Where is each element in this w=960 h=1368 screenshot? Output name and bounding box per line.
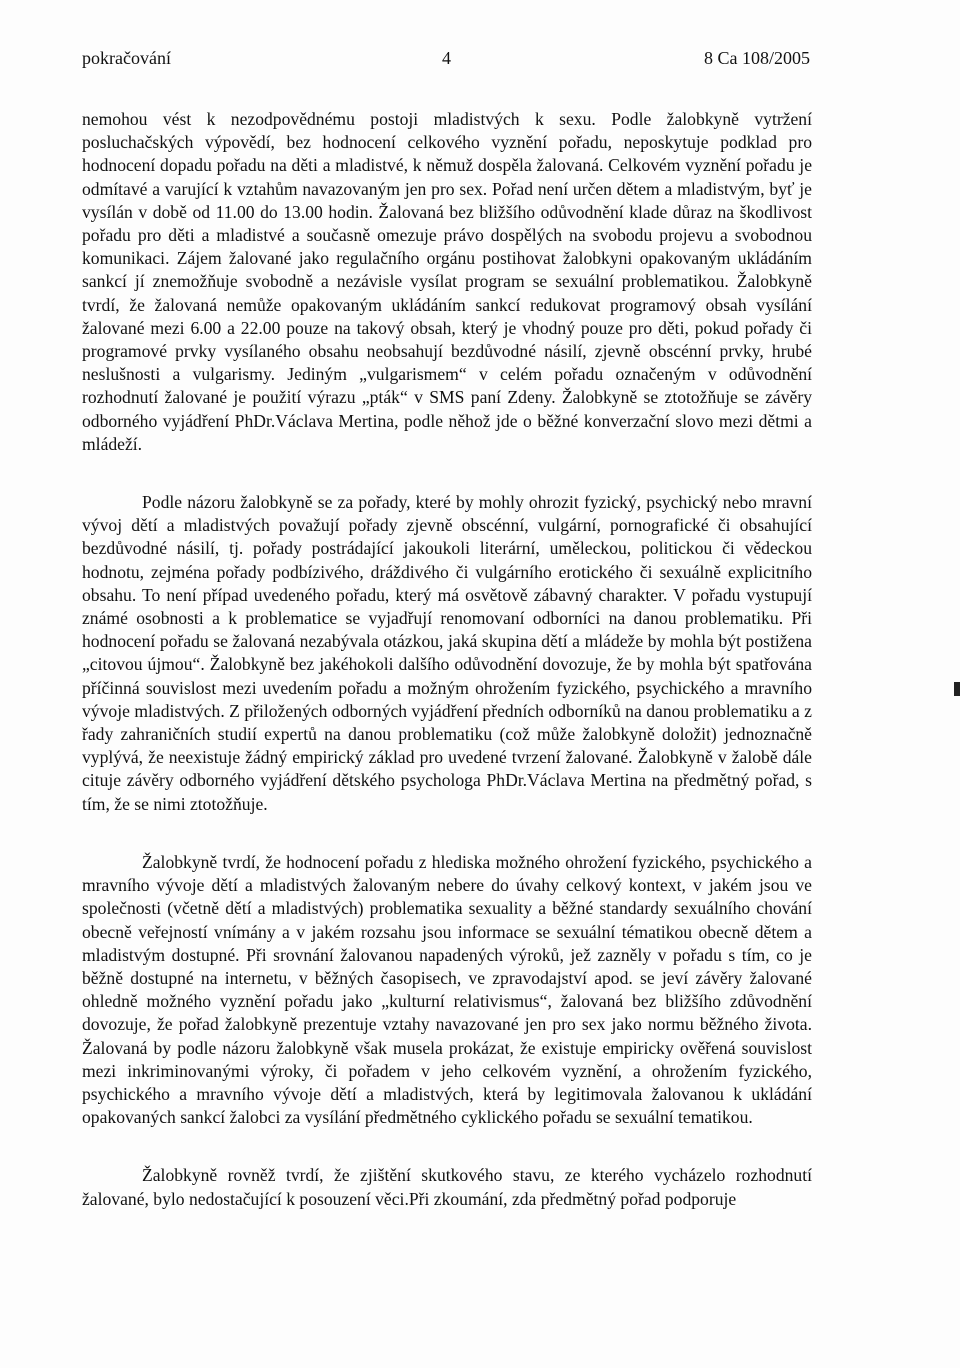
document-body xyxy=(82,108,812,1246)
paragraph-3: Žalobkyně tvrdí, že hodnocení pořadu z hlediska možného ohrožení fyzického, psychického a mravního vývoje dětí a mladistvých žalovaným nebere do úvahy celkový kontext, v jakém jsou ve společnosti (včetně dětí a mladistvých) problematika sexuality a běžné standardy sexuálního chování obecně veřejností vnímány a v jakém rozsahu jsou informace se sexuální tématikou obecně dětem a mladistvým dostupné. Při srovnání žalovanou napadených výroků, jež zazněly v pořadu s tím, co je běžně dostupné na internetu, v běžných časopisech, ve zpravodajství apod. se jeví závěry žalované ohledně možného vyznění pořadu jako „kulturní relativismus“, žalovaná bez bližšího zdůvodnění dovozuje, že pořad žalobkyně prezentuje vztahy navazované jen pro sex jako normu běžného života. Žalovaná by podle názoru žalobkyně však musela prokázat, že existuje empiricky ověřená souvislost mezi inkriminovanými výroky, či pořadem v jeho celkovém vyznění, a ohrožením fyzického, psychického a mravního vývoje dětí a mladistvých, která by legitimovala žalovanou k ukládání opakovaných sankcí žalobci za vysílání předmětného cyklického pořadu se sexuální tematikou. xyxy=(82,851,812,1128)
page-header xyxy=(82,48,810,74)
header-continuation-label: pokračování xyxy=(82,48,171,68)
header-case-number: 8 Ca 108/2005 xyxy=(704,48,810,68)
header-page-number: 4 xyxy=(442,48,451,68)
scan-edge-mark xyxy=(954,682,960,696)
paragraph-4: Žalobkyně rovněž tvrdí, že zjištění skutkového stavu, ze kterého vycházelo rozhodnutí žalované, bylo nedostačující k posouzení věci.Při zkoumání, zda předmětný pořad podporuje xyxy=(82,1165,812,1209)
paragraph-1: nemohou vést k nezodpovědnému postoji mladistvých k sexu. Podle žalobkyně vytržení posluchačských výpovědí, bez hodnocení celkového vyznění pořadu, neposkytuje podklad pro hodnocení dopadu pořadu na děti a mladistvé, k němuž dospěla žalovaná. Celkovém vyznění pořadu je odmítavé a varující k vztahům navazovaným jen pro sex. Pořad není určen dětem a mladistvým, byť je vysílán v době od 11.00 do 13.00 hodin. Žalovaná bez bližšího odůvodnění klade důraz na škodlivost pořadu pro děti a mladistvé a současně omezuje právo dospělých na svobodu projevu a svobodnou komunikaci. Zájem žalované jako regulačního orgánu postihovat žalobkyni opakovaným ukládáním sankcí jí znemožňuje svobodně a nezávisle vysílat program se sexuální problematikou. Žalobkyně tvrdí, že žalovaná nemůže opakovaným ukládáním sankcí redukovat programový obsah vysílání žalované mezi 6.00 a 22.00 pouze na takový obsah, který je vhodný pouze pro děti, pokud pořady či programové prvky vysílaného obsahu neobsahují bezdůvodné násilí, zjevně obscénní prvky, hrubé neslušnosti a vulgarismy. Jediným „vulgarismem“ v celém pořadu označeným v odůvodnění rozhodnutí žalované je použití výrazu „pták“ v SMS paní Zdeny. Žalobkyně se ztotožňuje se závěry odborného vyjádření PhDr.Václava Mertina, podle něhož jde o běžné konverzační slovo mezi dětmi a mládeží. xyxy=(82,109,812,454)
paragraph-2: Podle názoru žalobkyně se za pořady, které by mohly ohrozit fyzický, psychický nebo mravní vývoj dětí a mladistvých považují pořady zjevně obscénní, vulgární, pornografické či obsahující bezdůvodné násilí, tj. pořady postrádající jakoukoli literární, uměleckou, politickou či vědeckou hodnotu, zejména pořady podbízivého, dráždivého či vulgárního erotického či sexuálně explicitního obsahu. To není případ uvedeného pořadu, který má osvětově zábavný charakter. V pořadu vystupují známé osobnosti a k problematice se vyjadřují renomovaní odborníci na danou problematiku. Při hodnocení pořadu se žalovaná nezabývala otázkou, jaká skupina dětí a mládeže by mohla být postižena „citovou újmou“. Žalobkyně bez jakéhokoli dalšího odůvodnění dovozuje, že by mohla být spatřována příčinná souvislost mezi uvedením pořadu a možným ohrožením fyzického, psychického a mravního vývoje mladistvých. Z přiložených odborných vyjádření předních odborníků na danou problematiku a z řady zahraničních studií expertů na danou problematiku (což může žalobkyně doložit) jednoznačně vyplývá, že neexistuje žádný empirický základ pro uvedené tvrzení žalované. Žalobkyně v žalobě dále cituje závěry odborného vyjádření dětského psychologa PhDr.Václava Mertina na předmětný pořad, s tím, že se nimi ztotožňuje. xyxy=(82,492,812,814)
